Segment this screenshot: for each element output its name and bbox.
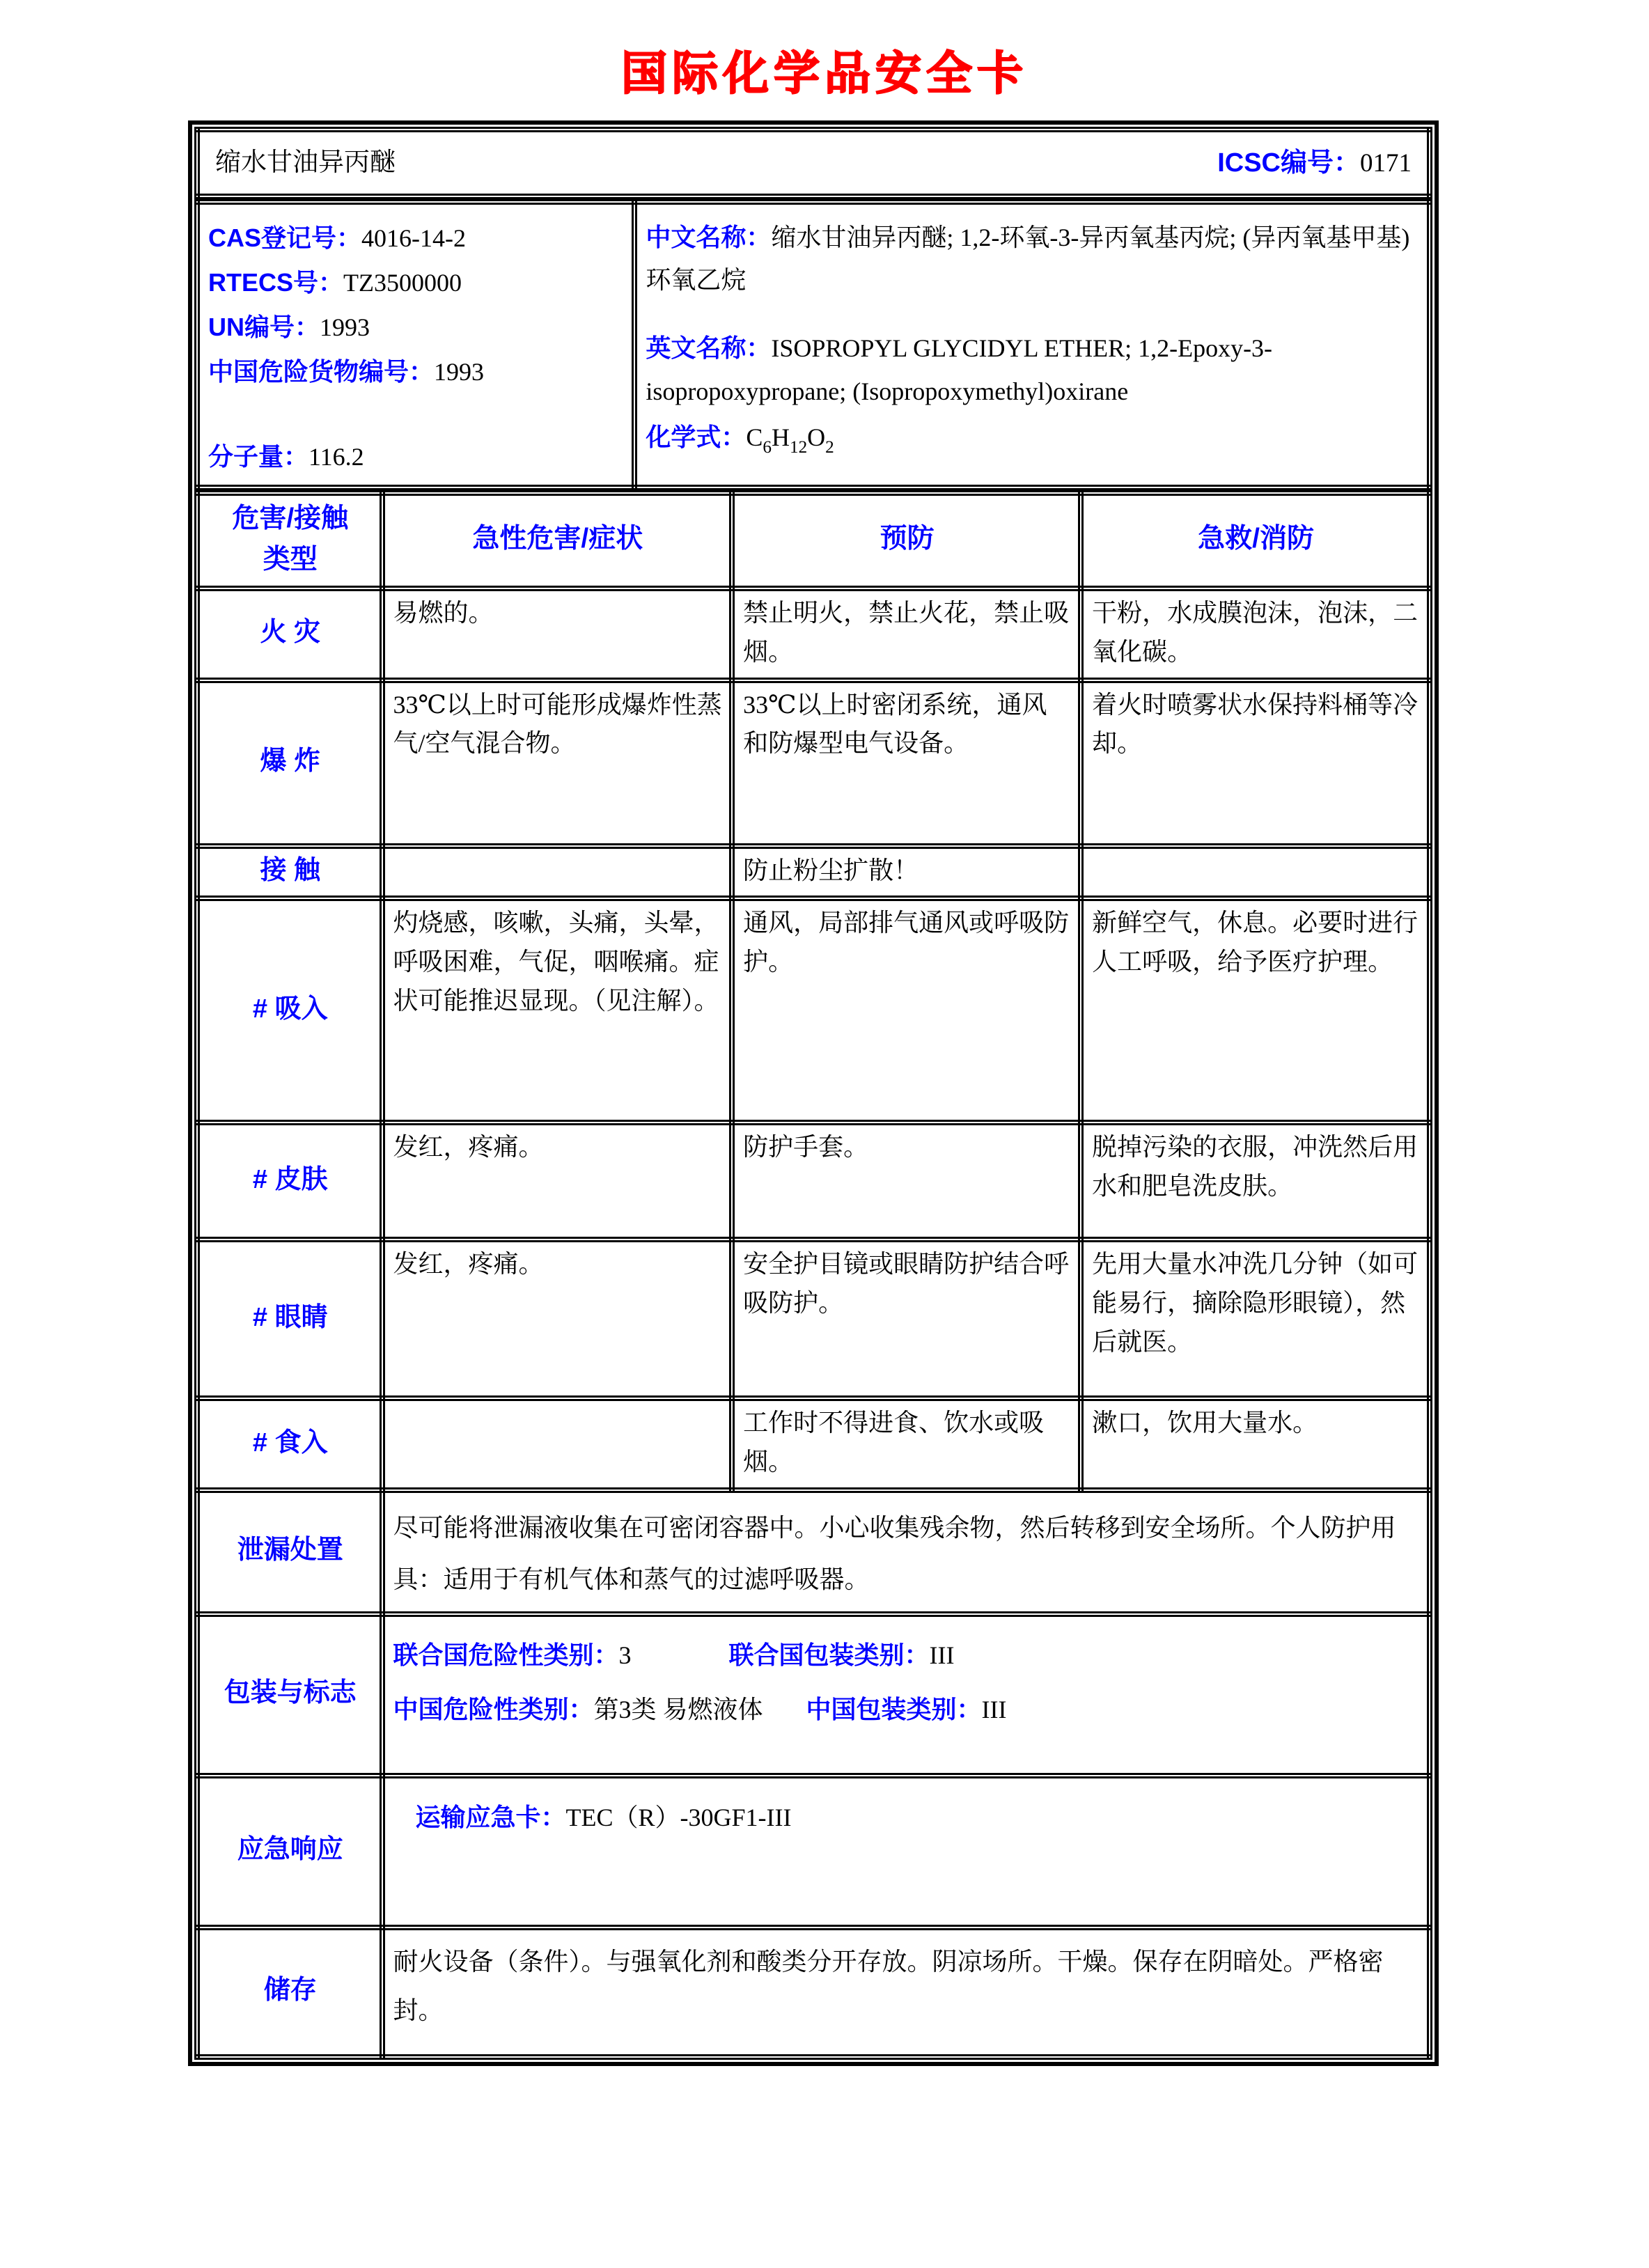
eyes-first-aid: 先用大量水冲洗几分钟（如可能易行，摘除隐形眼镜），然后就医。 <box>1081 1239 1430 1398</box>
chinese-name-label: 中文名称： <box>646 223 772 251</box>
card-frame <box>188 120 1439 2066</box>
rtecs-number: RTECS号：TZ3500000 <box>208 268 462 297</box>
hazard-table <box>194 490 1432 2060</box>
table-row-spill <box>197 1490 1430 1614</box>
skin-first-aid: 脱掉污染的衣服，冲洗然后用水和肥皂洗皮肤。 <box>1081 1123 1430 1239</box>
ingestion-first-aid: 漱口，饮用大量水。 <box>1081 1398 1430 1490</box>
contact-prevention: 防止粉尘扩散！ <box>732 846 1081 899</box>
un-classification-line: 联合国危险性类别：3 联合国包装类别：III <box>393 1640 955 1669</box>
ingestion-prevention: 工作时不得进食、饮水或吸烟。 <box>732 1398 1081 1490</box>
icsc-label: ICSC编号： <box>1217 148 1360 178</box>
icsc-number <box>1217 143 1412 184</box>
header-prevention: 预防 <box>732 493 1081 588</box>
identifiers-cell <box>197 202 634 487</box>
rtecs-label: RTECS号： <box>208 268 344 297</box>
chemical-name: 缩水甘油异丙醚 <box>215 148 396 178</box>
row-label-fire: 火 灾 <box>197 588 382 680</box>
row-label-storage: 储存 <box>197 1927 382 2057</box>
molecular-weight-label: 分子量： <box>208 442 309 471</box>
chinese-name: 中文名称：缩水甘油异丙醚; 1,2-环氧-3-异丙氧基丙烷; (异丙氧基甲基)环氧乙烷 <box>646 223 1410 295</box>
card-header-cell <box>197 130 1430 196</box>
header-acute-symptoms: 急性危害/症状 <box>382 493 733 588</box>
row-label-ingestion: # 食入 <box>197 1398 382 1490</box>
emergency-info <box>382 1776 1430 1927</box>
un-packing-group-label: 联合国包装类别： <box>728 1640 930 1669</box>
table-row-storage <box>197 1927 1430 2057</box>
un-label: UN编号： <box>208 313 320 341</box>
skin-prevention: 防护手套。 <box>732 1123 1081 1239</box>
table-row-skin <box>197 1123 1430 1239</box>
fire-symptoms: 易燃的。 <box>382 588 733 680</box>
row-label-explosion: 爆 炸 <box>197 680 382 846</box>
table-row-fire <box>197 588 1430 680</box>
chemical-formula: 化学式：$C_6H_{12}O_2$ <box>646 422 834 457</box>
un-hazard-class-label: 联合国危险性类别： <box>393 1640 619 1669</box>
contact-first-aid <box>1081 846 1430 899</box>
contact-symptoms <box>382 846 733 899</box>
row-label-contact: 接 触 <box>197 846 382 899</box>
table-row-contact <box>197 846 1430 899</box>
table-row-emergency <box>197 1776 1430 1927</box>
row-label-spill: 泄漏处置 <box>197 1490 382 1614</box>
row-label-packaging: 包装与标志 <box>197 1614 382 1776</box>
hazard-header-row <box>197 493 1430 588</box>
molecular-weight: 分子量：116.2 <box>208 442 364 471</box>
card-header-table <box>194 127 1432 199</box>
table-row-ingestion <box>197 1398 1430 1490</box>
explosion-symptoms: 33℃以上时可能形成爆炸性蒸气/空气混合物。 <box>382 680 733 846</box>
row-label-skin: # 皮肤 <box>197 1123 382 1239</box>
row-label-emergency: 应急响应 <box>197 1776 382 1927</box>
china-dg-label: 中国危险货物编号： <box>208 357 435 386</box>
card-header-row <box>197 130 1430 196</box>
fire-prevention: 禁止明火，禁止火花，禁止吸烟。 <box>732 588 1081 680</box>
cas-number: CAS登记号：4016-14-2 <box>208 224 466 252</box>
eyes-symptoms: 发红，疼痛。 <box>382 1239 733 1398</box>
skin-symptoms: 发红，疼痛。 <box>382 1123 733 1239</box>
packaging-info <box>382 1614 1430 1776</box>
explosion-first-aid: 着火时喷雾状水保持料桶等冷却。 <box>1081 680 1430 846</box>
header-hazard-type: 危害/接触类型 <box>197 493 382 588</box>
cn-classification-line: 中国危险性类别：第3类 易燃液体 中国包装类别：III <box>393 1694 1007 1723</box>
identity-row <box>197 202 1430 487</box>
header-first-aid: 急救/消防 <box>1081 493 1430 588</box>
inhalation-first-aid: 新鲜空气，休息。必要时进行人工呼吸，给予医疗护理。 <box>1081 898 1430 1123</box>
storage-text: 耐火设备（条件）。与强氧化剂和酸类分开存放。阴凉场所。干燥。保存在阴暗处。严格密封。 <box>382 1927 1430 2057</box>
tec-card-value: TEC（R）-30GF1-III <box>565 1803 792 1831</box>
table-row-inhalation <box>197 898 1430 1123</box>
table-row-eyes <box>197 1239 1430 1398</box>
cn-hazard-class-label: 中国危险性类别： <box>393 1694 594 1723</box>
spill-text: 尽可能将泄漏液收集在可密闭容器中。小心收集残余物，然后转移到安全场所。个人防护用具：适用于有机气体和蒸气的过滤呼吸器。 <box>382 1490 1430 1614</box>
table-row-packaging <box>197 1614 1430 1776</box>
identity-table <box>194 199 1432 490</box>
row-label-inhalation: # 吸入 <box>197 898 382 1123</box>
page-title: 国际化学品安全卡 <box>621 47 1028 100</box>
english-name-label: 英文名称： <box>646 334 772 363</box>
cn-packing-group-label: 中国包装类别： <box>806 1694 982 1723</box>
fire-first-aid: 干粉，水成膜泡沫，泡沫，二氧化碳。 <box>1081 588 1430 680</box>
chemical-formula-label: 化学式： <box>646 422 747 451</box>
china-dg-number: 中国危险货物编号：1993 <box>208 357 485 386</box>
icsc-value: 0171 <box>1360 148 1412 178</box>
names-cell <box>634 202 1430 487</box>
eyes-prevention: 安全护目镜或眼睛防护结合呼吸防护。 <box>732 1239 1081 1398</box>
inhalation-prevention: 通风，局部排气通风或呼吸防护。 <box>732 898 1081 1123</box>
cas-label: CAS登记号： <box>208 224 362 252</box>
tec-card-label: 运输应急卡： <box>415 1802 566 1831</box>
un-number: UN编号：1993 <box>208 313 370 341</box>
explosion-prevention: 33℃以上时密闭系统，通风和防爆型电气设备。 <box>732 680 1081 846</box>
row-label-eyes: # 眼睛 <box>197 1239 382 1398</box>
table-row-explosion <box>197 680 1430 846</box>
inhalation-symptoms: 灼烧感，咳嗽，头痛，头晕，呼吸困难，气促，咽喉痛。症状可能推迟显现。（见注解）。 <box>382 898 733 1123</box>
english-name: 英文名称：ISOPROPYL GLYCIDYL ETHER; 1,2-Epoxy-3-isopropoxypropane; (Isopropoxymethyl)oxirane <box>646 334 1273 405</box>
ingestion-symptoms <box>382 1398 733 1490</box>
